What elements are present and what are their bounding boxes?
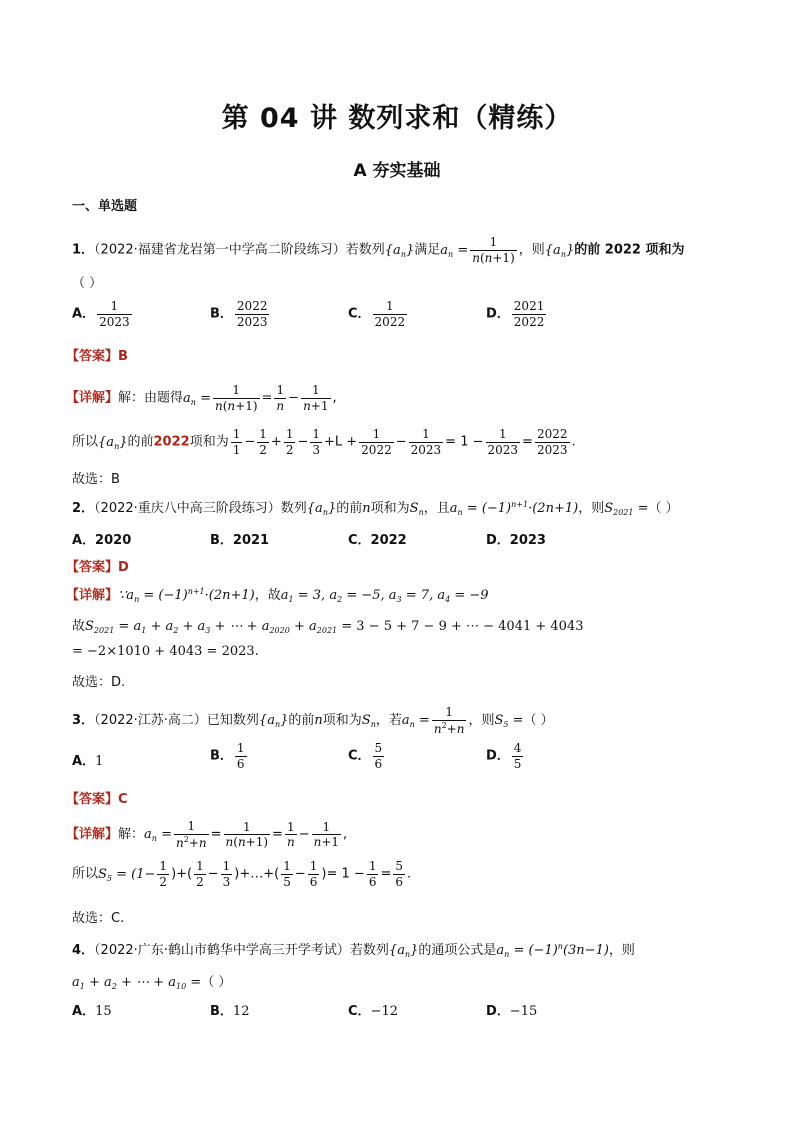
option-b[interactable]: B．2021 <box>210 533 270 548</box>
question-text: 的前 2022 项和为 <box>574 242 685 258</box>
detail-line: = −2×1010 + 4043 = 2023. <box>72 644 259 659</box>
choice-line: 故选：B <box>72 472 120 487</box>
detail-line: 所以$S_5 = (1-$ $\frac{1}{2}$ )+( $\frac{1}{2}$ − $\frac{1}{3}$ )+…+( $\frac{1}{5}$ − $\frac{1}{6}$ )= 1 − $\frac{1}{6}$ = $\frac{5}{6}$ . <box>72 859 412 889</box>
choice-line: 故选：D. <box>72 675 126 690</box>
question-3: 3．（2022·江苏·高二）已知数列$\{a_n\}$的前n项和为$S_n$，若$a_n$ = $\frac{1}{n^2+n}$ ，则$S_5$ =（ ） <box>72 705 554 736</box>
option-d[interactable]: D． $\frac{4}{5}$ <box>486 741 522 771</box>
answer-line: 【答案】B <box>66 349 128 364</box>
question-4-line2: $a_1 + a_2$ + ⋯ + $a_{10}$ =（ ） <box>72 975 232 991</box>
detail-line: 所以$\{a_n\}$的前2022项和为 $\frac{1}{1}$ − $\frac{1}{2}$ + $\frac{1}{2}$ − $\frac{1}{3}$ +L + $\frac{1}{2022}$ − $\frac{1}{2023}$ = 1 − $\frac{1}{2023}$ = $\frac{2022}{2023}$ . <box>72 427 576 457</box>
detail-line: 【详解】$\because a_n = (-1)^{n+1}\cdot(2n+1)$，故$a_1 = 3$, $a_2 = -5$, $a_3 = 7$, $a_4 = -9$ <box>66 587 489 604</box>
detail-line: 故$S_{2021} = a_1 + a_2 + a_3$ + ⋯ + $a_{2020} + a_{2021} = 3 - 5 + 7 - 9$ + ⋯ − 4041 + 4043 <box>72 619 584 635</box>
fraction: $\frac{1}{n(n+1)}$ <box>472 235 515 265</box>
question-2: 2．（2022·重庆八中高三阶段练习）数列$\{a_n\}$的前n项和为$S_n$，且$a_n = (-1)^{n+1}\cdot(2n+1)$，则$S_{2021}$ =（ ） <box>72 500 679 517</box>
question-text: ，则 <box>518 242 545 258</box>
option-c[interactable]: C．−12 <box>348 1004 398 1019</box>
choice-line: 故选：C. <box>72 911 125 926</box>
math: $\{a_n\}$ <box>384 242 415 259</box>
option-c[interactable]: C．2022 <box>348 533 407 548</box>
answer-line: 【答案】C <box>66 792 128 807</box>
question-text: （2022·福建省龙岩第一中学高二阶段练习）若数列 <box>94 242 385 258</box>
option-c[interactable]: C． $\frac{5}{6}$ <box>348 741 383 771</box>
question-1 <box>72 236 684 264</box>
section-subtitle: A 夯实基础 <box>353 161 441 181</box>
detail-line: 【详解】解：$a_n$ = $\frac{1}{n^2+n}$ = $\frac{1}{n(n+1)}$ = $\frac{1}{n}$ − $\frac{1}{n+1}$ , <box>66 819 348 850</box>
option-b[interactable]: B． $\frac{2022}{2023}$ <box>210 299 268 329</box>
math: $\{a_n\}$ <box>544 242 575 259</box>
section-heading: 一、单选题 <box>72 199 138 214</box>
math: $a_n$ = <box>440 242 469 259</box>
option-a[interactable]: A．2020 <box>72 533 132 548</box>
question-text: 满足 <box>414 242 441 258</box>
option-a[interactable]: A．15 <box>72 1004 112 1019</box>
option-d[interactable]: D．2023 <box>486 533 546 548</box>
option-b[interactable]: B． $\frac{1}{6}$ <box>210 741 245 771</box>
option-d[interactable]: D．−15 <box>486 1004 538 1019</box>
option-b[interactable]: B．12 <box>210 1004 250 1019</box>
page-title: 第 04 讲 数列求和（精练） <box>221 103 573 134</box>
question-4: 4．（2022·广东·鹤山市鹤华中学高三开学考试）若数列$\{a_n\}$的通项公式是$a_n = (-1)^n(3n-1)$，则 <box>72 942 635 959</box>
option-c[interactable]: C． $\frac{1}{2022}$ <box>348 299 406 329</box>
question-number: 1． <box>72 242 95 258</box>
option-a[interactable]: A． $\frac{1}{2023}$ <box>72 299 130 329</box>
detail-line: 【详解】解：由题得$a_n$ = $\frac{1}{n(n+1)}$ = $\frac{1}{n}$ − $\frac{1}{n+1}$ , <box>66 383 337 413</box>
answer-line: 【答案】D <box>66 560 129 575</box>
option-a[interactable]: A．1 <box>72 754 104 769</box>
option-d[interactable]: D． $\frac{2021}{2022}$ <box>486 299 545 329</box>
answer-paren: （ ） <box>72 276 103 291</box>
